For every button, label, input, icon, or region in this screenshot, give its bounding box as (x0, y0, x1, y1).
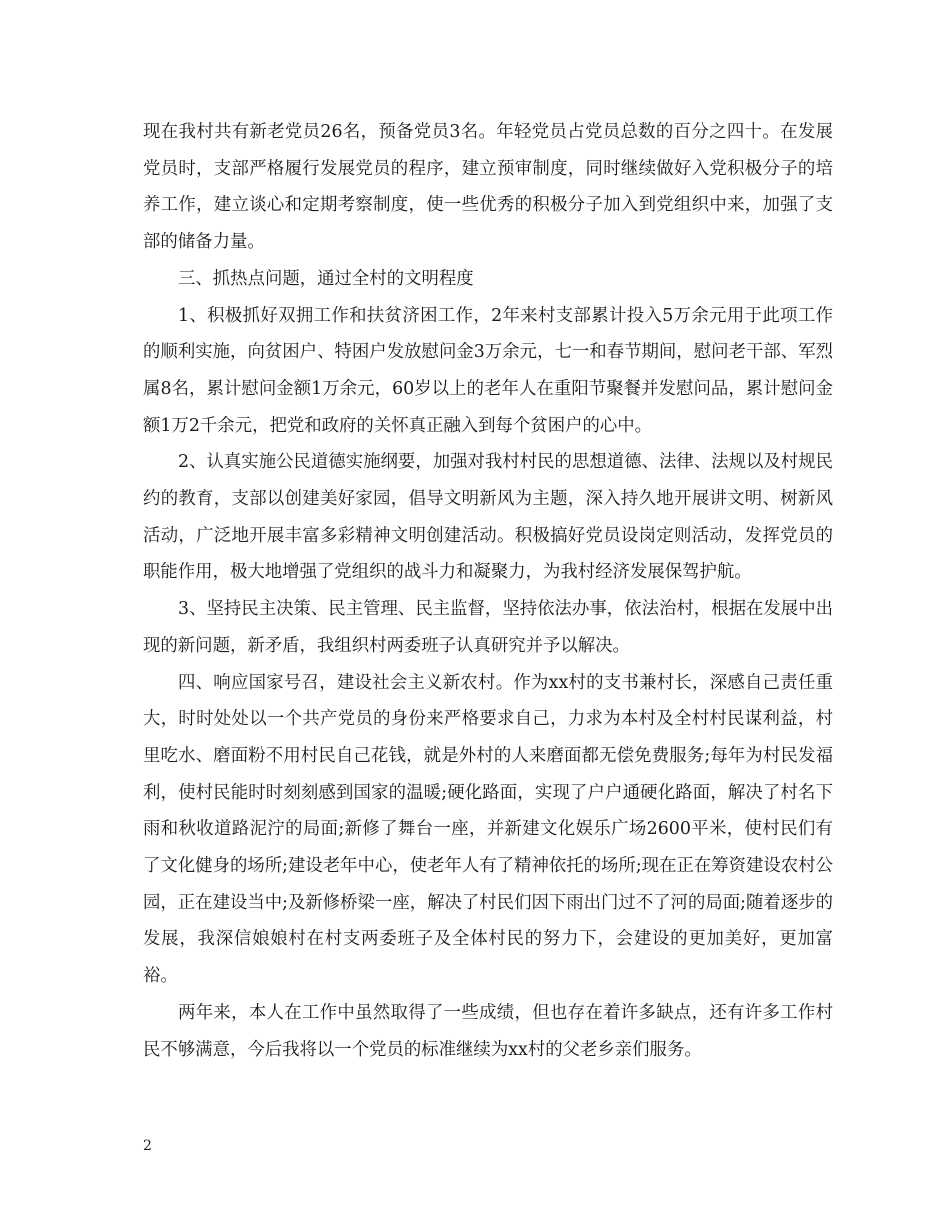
section-heading-hot-issues: 三、抓热点问题，通过全村的文明程度 (178, 268, 474, 289)
paragraph-poverty-relief: 1、积极抓好双拥工作和扶贫济困工作，2年来村支部累计投入5万余元用于此项工作的顺利实施，向贫困户、特困户发放慰问金3万余元，七一和春节期间，慰问老干部、军烈属8名，累计慰问金额1万余元，60岁以上的老年人在重阳节聚餐并发慰问品，累计慰问金额1万2千余元，把党和政府的关怀真正融入到每个贫困户的心中。 (143, 305, 833, 436)
page-number: 2 (143, 1138, 152, 1154)
document-body (143, 114, 833, 1068)
paragraph-party-members: 现在我村共有新老党员26名，预备党员3名。年轻党员占党员总数的百分之四十。在发展党员时，支部严格履行发展党员的程序，建立预审制度，同时继续做好入党积极分子的培养工作，建立谈心和定期考察制度，使一些优秀的积极分子加入到党组织中来，加强了支部的储备力量。 (143, 122, 833, 253)
paragraph-new-countryside: 四、响应国家号召，建设社会主义新农村。作为xx村的支书兼村长，深感自己责任重大，时时处处以一个共产党员的身份来严格要求自己，力求为本村及全村村民谋利益，村里吃水、磨面粉不用村民自己花钱，就是外村的人来磨面都无偿免费服务;每年为村民发福利，使村民能时时刻刻感到国家的温暖;硬化路面，实现了户户通硬化路面，解决了村名下雨和秋收道路泥泞的局面;新修了舞台一座，并新建文化娱乐广场2600平米，使村民们有了文化健身的场所;建设老年中心，使老年人有了精神依托的场所;现在正在筹资建设农村公园，正在建设当中;及新修桥梁一座，解决了村民们因下雨出门过不了河的局面;随着逐步的发展，我深信娘娘村在村支两委班子及全体村民的努力下，会建设的更加美好，更加富裕。 (143, 672, 833, 987)
paragraph-civic-morality: 2、认真实施公民道德实施纲要，加强对我村村民的思想道德、法律、法规以及村规民约的教育，支部以创建美好家园，倡导文明新风为主题，深入持久地开展讲文明、树新风活动，广泛地开展丰富多彩精神文明创建活动。积极搞好党员设岗定则活动，发挥党员的职能作用，极大地增强了党组织的战斗力和凝聚力，为我村经济发展保驾护航。 (143, 452, 833, 583)
paragraph-democratic-management: 3、坚持民主决策、民主管理、民主监督，坚持依法办事，依法治村，根据在发展中出现的新问题，新矛盾，我组织村两委班子认真研究并予以解决。 (143, 599, 833, 656)
paragraph-summary: 两年来，本人在工作中虽然取得了一些成绩，但也存在着许多缺点，还有许多工作村民不够满意，今后我将以一个党员的标准继续为xx村的父老乡亲们服务。 (143, 1002, 833, 1060)
